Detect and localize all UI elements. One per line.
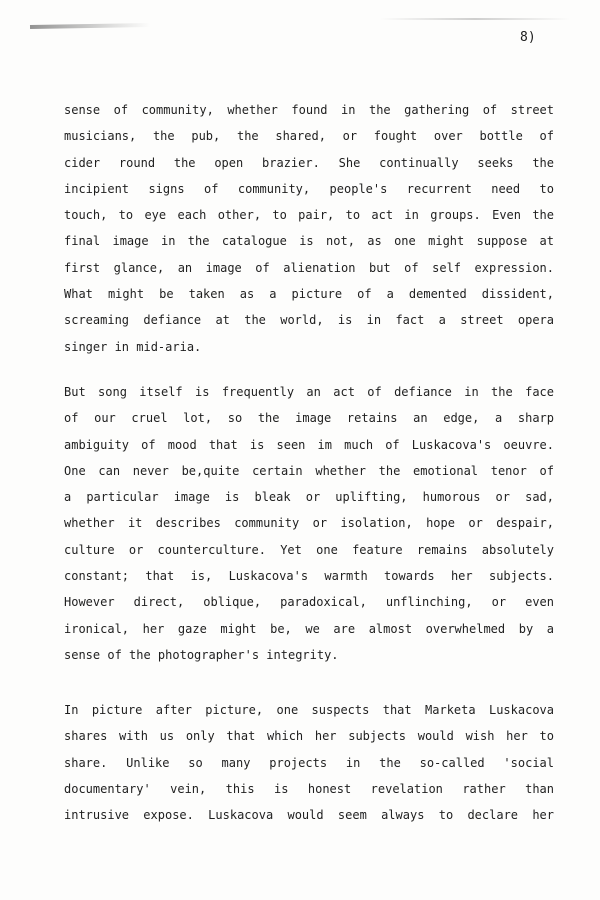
text-line: But song itself is frequently an act of defiance in the face	[64, 385, 554, 399]
paragraph-1	[64, 97, 554, 360]
text-line: However direct, oblique, paradoxical, unflinching, or even	[64, 595, 554, 610]
text-line: touch, to eye each other, to pair, to act in groups. Even the	[64, 208, 554, 223]
scan-artifact	[380, 18, 570, 20]
text-line: intrusive expose. Luskacova would seem always to declare her	[64, 808, 554, 823]
text-line: constant; that is, Luskacova's warmth towards her subjects.	[64, 569, 554, 584]
text-line: share. Unlike so many projects in the so-called 'social	[64, 755, 554, 770]
text-line: final image in the catalogue is not, as one might suppose at	[64, 234, 554, 249]
paragraph-2	[64, 379, 554, 668]
text-line: a particular image is bleak or uplifting, humorous or sad,	[64, 490, 554, 505]
text-line: sense of community, whether found in the gathering of street	[64, 103, 554, 117]
text-line: What might be taken as a picture of a demented dissident,	[64, 287, 554, 302]
text-line: In picture after picture, one suspects that Marketa Luskacova	[64, 703, 554, 717]
text-line: sense of the photographer's integrity.	[64, 647, 339, 662]
paragraph-3	[64, 697, 554, 828]
text-line: of our cruel lot, so the image retains an edge, a sharp	[64, 411, 554, 426]
text-line: singer in mid-aria.	[64, 339, 202, 354]
text-line: ambiguity of mood that is seen im much of Luskacova's oeuvre.	[64, 437, 554, 452]
text-line: documentary' vein, this is honest revelation rather than	[64, 781, 554, 796]
text-line: screaming defiance at the world, is in fact a street opera	[64, 313, 554, 328]
text-line: ironical, her gaze might be, we are almost overwhelmed by a	[64, 621, 554, 636]
text-line: first glance, an image of alienation but of self expression.	[64, 260, 554, 275]
text-line: culture or counterculture. Yet one feature remains absolutely	[64, 542, 554, 557]
text-line: shares with us only that which her subjects would wish her to	[64, 729, 554, 744]
text-line: musicians, the pub, the shared, or fought over bottle of	[64, 129, 554, 144]
page-number: 8)	[520, 30, 536, 45]
scan-artifact	[30, 23, 150, 29]
text-line: incipient signs of community, people's recurrent need to	[64, 181, 554, 196]
text-line: One can never be,quite certain whether the emotional tenor of	[64, 463, 554, 478]
text-line: whether it describes community or isolation, hope or despair,	[64, 516, 554, 531]
text-line: cider round the open brazier. She continually seeks the	[64, 155, 554, 170]
